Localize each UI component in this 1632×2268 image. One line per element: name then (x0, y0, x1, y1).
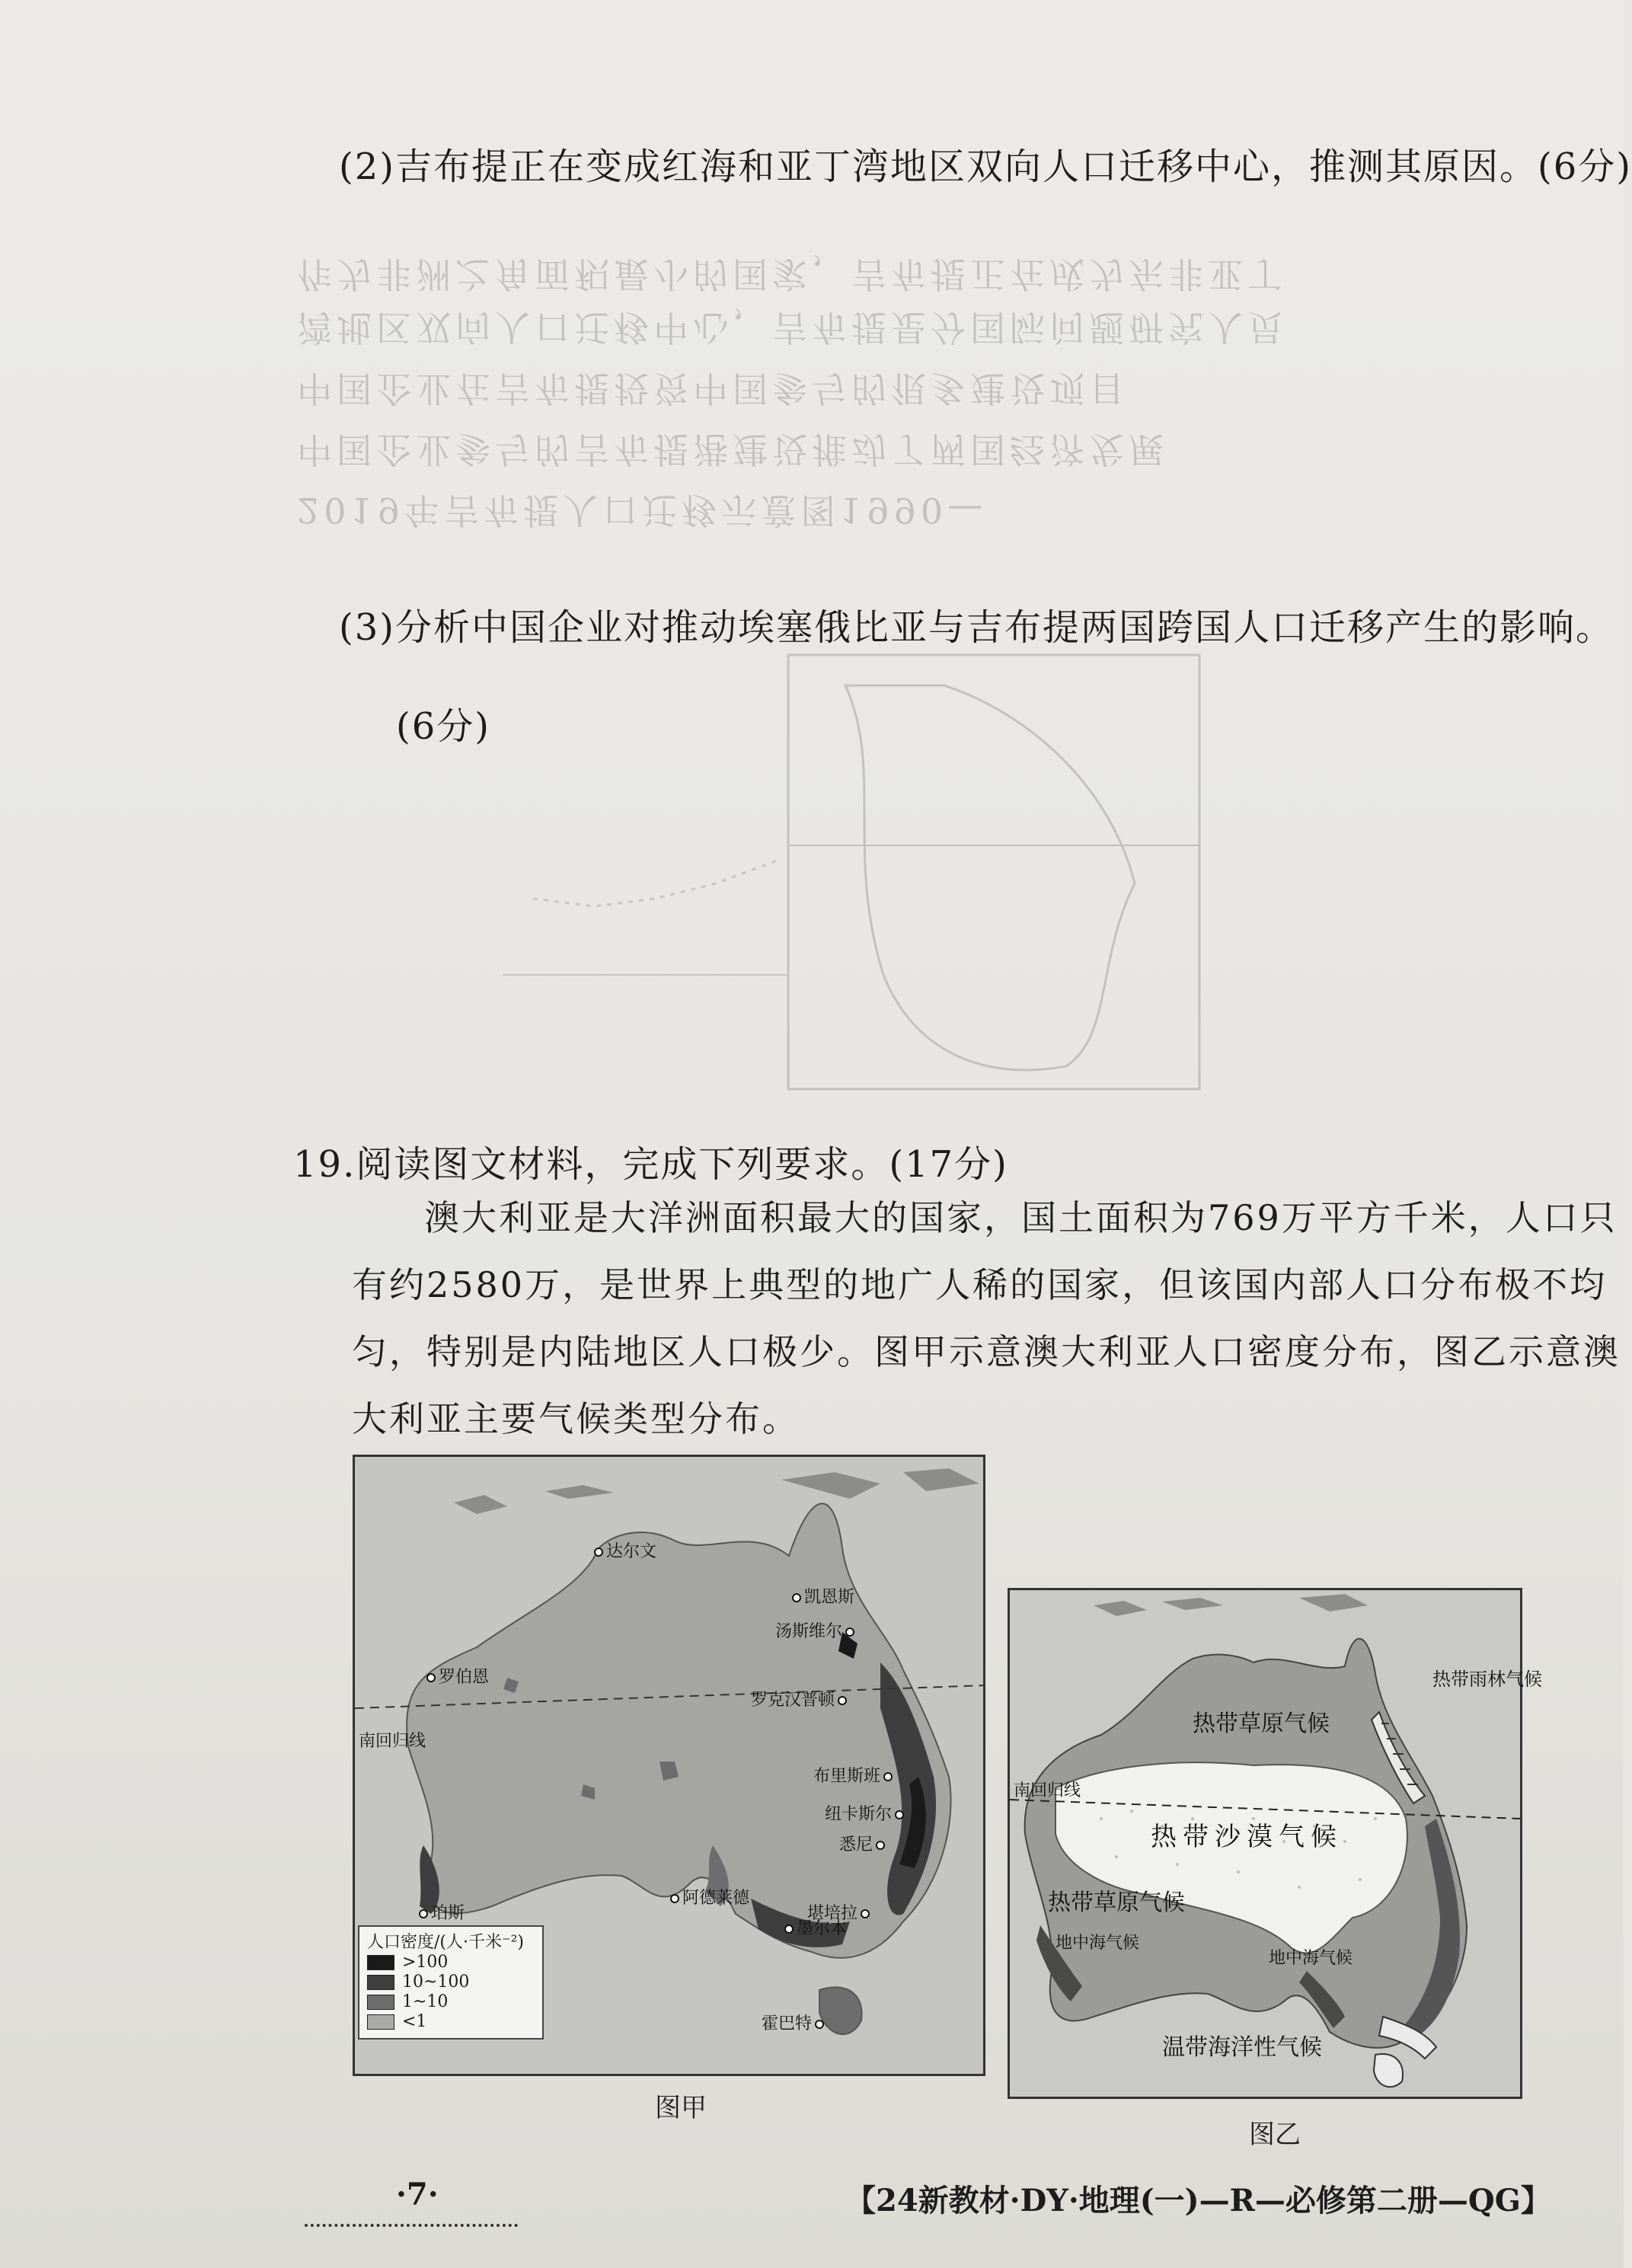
label-savanna-south: 热带草原气候 (1048, 1889, 1185, 1916)
legend-label: 1~10 (402, 1992, 449, 2011)
tropic-label: 南回归线 (359, 1732, 426, 1751)
city-label: 阿德莱德 (682, 1889, 750, 1908)
city-marker (595, 1548, 602, 1556)
city-label: 罗克汉普顿 (750, 1691, 835, 1710)
legend-label: 10~100 (402, 1973, 470, 1992)
label-desert: 热带沙漠气候 (1151, 1822, 1343, 1852)
city-label: 悉尼 (838, 1835, 873, 1854)
city-marker (816, 2020, 823, 2028)
question-2: (2)吉布提正在变成红海和亚丁湾地区双向人口迁移中心，推测其原因。(6分) (339, 145, 1632, 188)
city-marker (896, 1811, 903, 1819)
city-marker (785, 1925, 793, 1933)
bleed-through-text: 作为非洲之角面积最小的国家，吉布提正在成为东非亚丁 (297, 254, 1287, 295)
bleed-through-text: 2019年吉布提人口迁移示意图1990— (297, 490, 988, 531)
city-marker (846, 1628, 854, 1636)
legend-item (367, 1953, 535, 1973)
city-label: 布里斯班 (813, 1767, 880, 1786)
city-label: 堪培拉 (806, 1904, 858, 1923)
city-marker (427, 1674, 435, 1682)
wavy-underline (305, 2216, 518, 2227)
city-label: 纽卡斯尔 (824, 1805, 892, 1824)
label-rainforest: 热带雨林气候 (1432, 1669, 1542, 1690)
bleed-through-text: 中国企业在吉布提投资中国参与的很多建设项目 (297, 368, 1129, 409)
city-marker (884, 1773, 892, 1781)
city-label: 珀斯 (431, 1904, 465, 1923)
question-19-heading: 19.阅读图文材料，完成下列要求。(17分) (293, 1143, 1008, 1186)
city-marker (671, 1895, 679, 1902)
page-number: ·7· (396, 2177, 439, 2212)
question-3: (3)分析中国企业对推动埃塞俄比亚与吉布提两国跨国人口迁移产生的影响。 (339, 606, 1614, 649)
legend-swatch (367, 1975, 394, 1990)
legend-swatch (367, 2014, 394, 2030)
exam-series-code: 【24新教材·DY·地理(一)—R—必修第二册—QG】 (845, 2183, 1551, 2218)
bleed-through-figure (487, 655, 1264, 1127)
city-label: 凯恩斯 (804, 1588, 855, 1607)
legend-item (367, 1992, 535, 2012)
legend-item (367, 2012, 535, 2032)
city-marker (861, 1910, 869, 1918)
label-savanna-north: 热带草原气候 (1193, 1711, 1330, 1737)
city-marker (420, 1910, 427, 1918)
city-label: 罗伯恩 (439, 1668, 490, 1687)
tropic-label-yi: 南回归线 (1014, 1781, 1081, 1800)
city-marker (793, 1594, 800, 1602)
australia-climate-svg (1010, 1590, 1542, 2097)
city-label: 达尔文 (606, 1542, 657, 1561)
label-oceanic: 温带海洋性气候 (1162, 2034, 1322, 2061)
map-yi-caption: 图乙 (1249, 2119, 1301, 2150)
label-mediterranean-w: 地中海气候 (1056, 1934, 1140, 1953)
city-marker (838, 1697, 846, 1704)
text-line: 澳大利亚是大洋洲面积最大的国家，国土面积为769万平方千米，人口只 (424, 1197, 1618, 1238)
map-jia-caption: 图甲 (655, 2093, 707, 2123)
legend-item (367, 1973, 535, 1992)
map-population-density (353, 1455, 985, 2076)
text-line: 大利亚主要气候类型分布。 (352, 1398, 800, 1439)
legend-label: >100 (402, 1953, 449, 1972)
legend-label: <1 (402, 2012, 427, 2031)
text-line: 匀，特别是内陆地区人口极少。图甲示意澳大利亚人口密度分布，图乙示意澳 (352, 1331, 1621, 1372)
bleed-through-text: 湾地区双向人口迁移中心，吉布提是分国际问题研究人员 (297, 307, 1287, 348)
city-marker (877, 1842, 884, 1849)
city-label: 墨尔本 (797, 1919, 848, 1938)
city-label: 霍巴特 (761, 2014, 812, 2033)
legend-swatch (367, 1995, 394, 2010)
map-climate-types (1008, 1588, 1542, 2099)
density-legend (358, 1925, 544, 2040)
text-line: 有约2580万，是世界上典型的地广人稀的国家，但该国内部人口分布极不均 (352, 1264, 1608, 1305)
legend-swatch (367, 1955, 394, 1970)
bleed-through-text: 中国企业参与的吉布提港建设推动了两国经济发展 (297, 429, 1168, 470)
legend-title: 人口密度/(人·千米⁻²) (367, 1933, 525, 1952)
question-19-text (352, 1184, 1621, 1452)
label-mediterranean-s: 地中海气候 (1269, 1949, 1353, 1968)
city-label: 汤斯维尔 (774, 1622, 842, 1641)
question-3-score: (6分) (396, 705, 490, 748)
